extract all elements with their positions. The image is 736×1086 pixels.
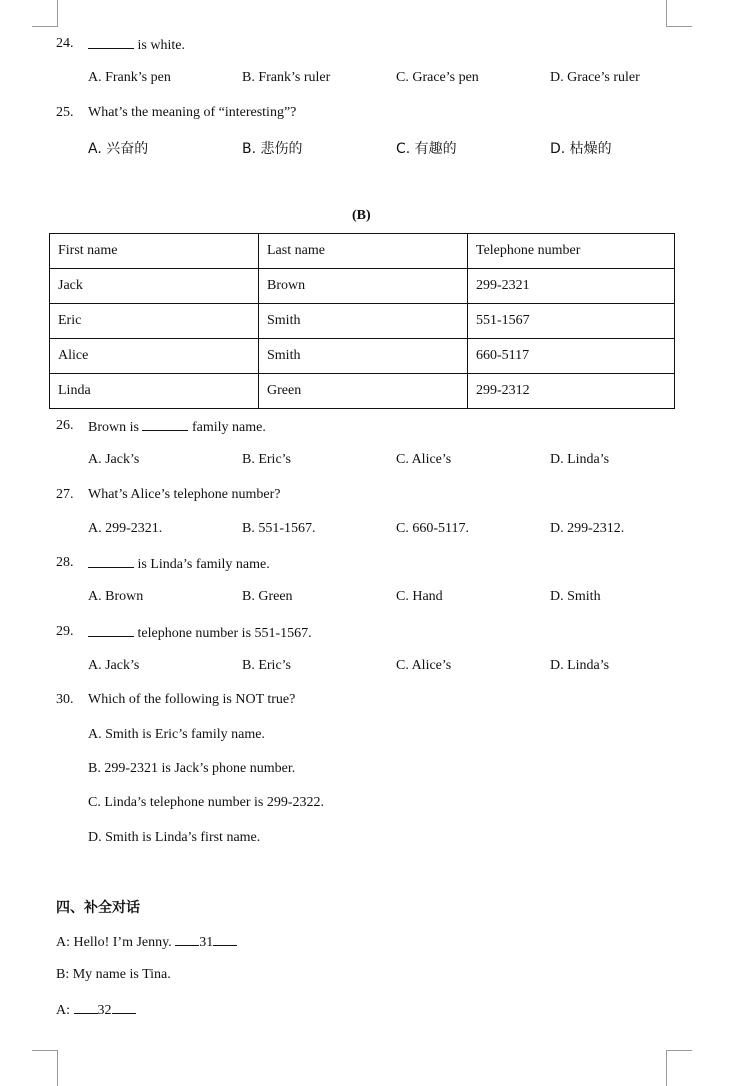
crop-mark-bottom-right-v bbox=[666, 1050, 667, 1086]
option-d: D. 枯燥的 bbox=[550, 141, 612, 157]
crop-mark-bottom-left-v bbox=[57, 1050, 58, 1086]
question-text-tail: is Linda’s family name. bbox=[134, 557, 270, 572]
section-title: (B) bbox=[352, 208, 371, 223]
question-text: Which of the following is NOT true? bbox=[88, 692, 296, 707]
question-text bbox=[88, 555, 270, 573]
question-text-tail: is white. bbox=[134, 38, 185, 53]
option-d: D. Smith bbox=[550, 589, 601, 604]
option-b: B. 299-2321 is Jack’s phone number. bbox=[88, 761, 296, 776]
question-text bbox=[88, 624, 312, 642]
option-b: B. 551-1567. bbox=[242, 521, 316, 536]
table-row bbox=[50, 374, 675, 409]
table-header-cell: Last name bbox=[259, 234, 468, 269]
dialog-line: B: My name is Tina. bbox=[56, 967, 171, 982]
crop-mark-top-right-h bbox=[666, 26, 692, 27]
question-number: 24. bbox=[56, 36, 74, 51]
table-cell: 551-1567 bbox=[468, 304, 675, 339]
option-a: A. 兴奋的 bbox=[88, 141, 149, 157]
question-text: What’s Alice’s telephone number? bbox=[88, 487, 281, 502]
blank-number: 31 bbox=[199, 935, 214, 950]
option-b: B. Frank’s ruler bbox=[242, 70, 331, 85]
table-cell: Jack bbox=[50, 269, 259, 304]
question-number: 25. bbox=[56, 105, 74, 120]
question-text bbox=[88, 36, 185, 54]
option-c: C. Linda’s telephone number is 299-2322. bbox=[88, 795, 325, 810]
option-b: B. 悲伤的 bbox=[242, 141, 303, 157]
answer-blank bbox=[88, 36, 134, 49]
table-cell: Smith bbox=[259, 304, 468, 339]
option-c: C. Alice’s bbox=[396, 452, 452, 467]
table-header-cell: First name bbox=[50, 234, 259, 269]
question-number: 26. bbox=[56, 418, 74, 433]
table-cell: 660-5117 bbox=[468, 339, 675, 374]
question-number: 30. bbox=[56, 692, 74, 707]
option-c: C. Grace’s pen bbox=[396, 70, 479, 85]
table-header-cell: Telephone number bbox=[468, 234, 675, 269]
blank-number: 32 bbox=[97, 1003, 112, 1018]
option-a: A. Jack’s bbox=[88, 658, 140, 673]
table-row bbox=[50, 339, 675, 374]
answer-blank bbox=[112, 1001, 136, 1014]
answer-blank bbox=[213, 933, 237, 946]
dialog-text: A: bbox=[56, 1003, 74, 1018]
option-b: B. Eric’s bbox=[242, 452, 291, 467]
option-c: C. 有趣的 bbox=[396, 141, 457, 157]
section-heading: 四、补全对话 bbox=[56, 900, 140, 916]
table-cell: 299-2321 bbox=[468, 269, 675, 304]
question-text-head: Brown is bbox=[88, 420, 143, 435]
question-number: 29. bbox=[56, 624, 74, 639]
answer-blank bbox=[74, 1001, 98, 1014]
question-text-tail: family name. bbox=[188, 420, 266, 435]
telephone-table bbox=[49, 233, 675, 409]
crop-mark-bottom-right-h bbox=[666, 1050, 692, 1051]
table-cell: Eric bbox=[50, 304, 259, 339]
dialog-text: A: Hello! I’m Jenny. bbox=[56, 935, 176, 950]
option-d: D. 299-2312. bbox=[550, 521, 625, 536]
dialog-line bbox=[56, 933, 237, 951]
option-c: C. Alice’s bbox=[396, 658, 452, 673]
table-cell: Smith bbox=[259, 339, 468, 374]
question-number: 27. bbox=[56, 487, 74, 502]
option-d: D. Grace’s ruler bbox=[550, 70, 640, 85]
table-cell: Alice bbox=[50, 339, 259, 374]
option-a: A. 299-2321. bbox=[88, 521, 163, 536]
question-text: What’s the meaning of “interesting”? bbox=[88, 105, 297, 120]
table-header-row bbox=[50, 234, 675, 269]
answer-blank bbox=[88, 624, 134, 637]
crop-mark-top-left-v bbox=[57, 0, 58, 26]
table-cell: Green bbox=[259, 374, 468, 409]
option-d: D. Linda’s bbox=[550, 658, 610, 673]
option-b: B. Eric’s bbox=[242, 658, 291, 673]
question-text bbox=[88, 418, 266, 436]
option-b: B. Green bbox=[242, 589, 293, 604]
table-cell: Linda bbox=[50, 374, 259, 409]
option-a: A. Frank’s pen bbox=[88, 70, 171, 85]
table-row bbox=[50, 269, 675, 304]
option-d: D. Linda’s bbox=[550, 452, 610, 467]
option-a: A. Smith is Eric’s family name. bbox=[88, 727, 265, 742]
table-cell: 299-2312 bbox=[468, 374, 675, 409]
answer-blank bbox=[142, 418, 188, 431]
crop-mark-top-left-h bbox=[32, 26, 58, 27]
table-row bbox=[50, 304, 675, 339]
option-d: D. Smith is Linda’s first name. bbox=[88, 830, 261, 845]
option-a: A. Brown bbox=[88, 589, 144, 604]
crop-mark-bottom-left-h bbox=[32, 1050, 58, 1051]
dialog-line bbox=[56, 1001, 136, 1019]
table-cell: Brown bbox=[259, 269, 468, 304]
answer-blank bbox=[88, 555, 134, 568]
question-number: 28. bbox=[56, 555, 74, 570]
question-text-tail: telephone number is 551-1567. bbox=[134, 626, 312, 641]
option-a: A. Jack’s bbox=[88, 452, 140, 467]
crop-mark-top-right-v bbox=[666, 0, 667, 26]
option-c: C. 660-5117. bbox=[396, 521, 469, 536]
option-c: C. Hand bbox=[396, 589, 443, 604]
answer-blank bbox=[175, 933, 199, 946]
